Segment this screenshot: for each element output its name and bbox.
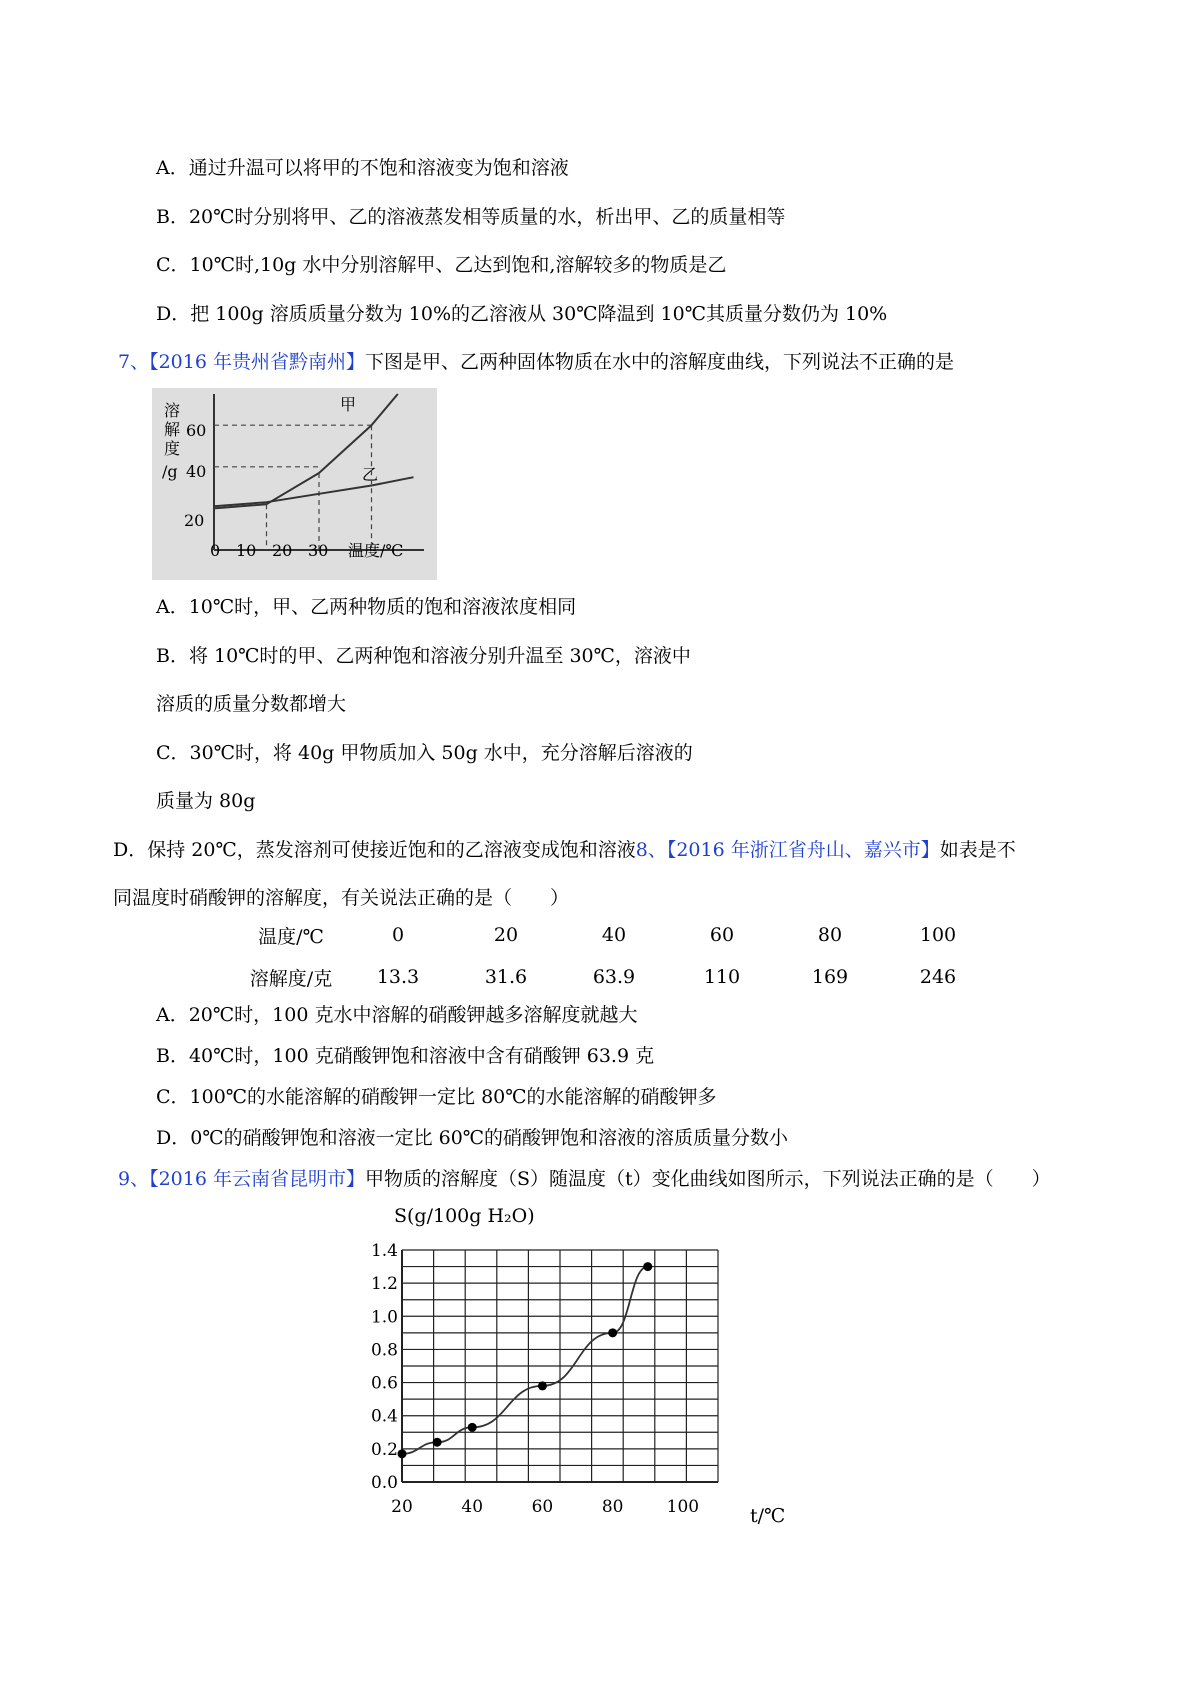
q7-option-d-and-q8-line [113,838,1016,862]
solubility-curve [402,1267,648,1454]
ylabel-char-3: 度 [164,439,181,458]
q9-source: 【2016 年云南省昆明市】 [149,1168,365,1190]
series-label-jia: 甲 [340,395,357,414]
x-tick-label: 40 [461,1497,484,1517]
table-cell: 246 [919,966,957,988]
x-axis-label: 温度/℃ [348,541,404,560]
y-tick-label: 0.8 [370,1340,398,1361]
q8-option-c: C．100℃的水能溶解的硝酸钾一定比 80℃的水能溶解的硝酸钾多 [156,1086,717,1108]
q8-option-d: D．0℃的硝酸钾饱和溶液一定比 60℃的硝酸钾饱和溶液的溶质质量分数小 [156,1127,789,1149]
q7-option-b-line1: B．将 10℃时的甲、乙两种饱和溶液分别升温至 30℃，溶液中 [156,645,691,667]
y-tick-label: 0.2 [370,1439,398,1460]
data-point [433,1438,442,1447]
y-tick-label: 0.4 [370,1406,398,1427]
q7-number: 7、 [118,351,150,373]
series-label-yi: 乙 [362,465,379,484]
q6-option-a: A．通过升温可以将甲的不饱和溶液变为饱和溶液 [156,157,569,179]
q8-option-b: B．40℃时，100 克硝酸钾饱和溶液中含有硝酸钾 63.9 克 [156,1045,655,1067]
q9-stem-line [118,1167,1051,1191]
chart-ticks [371,1241,699,1517]
q8-source: 【2016 年浙江省舟山、嘉兴市】 [666,839,940,861]
q6-option-d: D．把 100g 溶质质量分数为 10%的乙溶液从 30℃降温到 10℃其质量分数仍为 10% [156,303,888,325]
table-cell: 169 [811,966,849,988]
chart-grid [402,1250,718,1482]
q8-stem-2: 同温度时硝酸钾的溶解度，有关说法正确的是（ ） [113,887,570,909]
row2-header: 溶解度/克 [249,967,333,990]
data-point [608,1328,617,1337]
y-tick-label: 1.4 [370,1241,398,1261]
q7-option-d: D．保持 20℃，蒸发溶剂可使接近饱和的乙溶液变成饱和溶液 [113,839,636,861]
chart-y-axis-title: S(g/100g H₂O) [394,1205,535,1227]
y-tick-20: 20 [184,511,205,530]
table-row [238,914,992,956]
y-tick-label: 0.0 [370,1473,398,1493]
y-tick-label: 0.6 [370,1373,398,1394]
data-point [468,1423,477,1432]
table-cell: 20 [493,924,519,946]
ylabel-char-1: 溶 [164,401,181,420]
table-cell: 80 [817,924,843,946]
q7-stem-line [118,350,954,374]
q9-solubility-chart [370,1198,840,1538]
x-tick-30: 30 [308,541,329,560]
chart-plot [398,1262,653,1458]
q7-stem: 下图是甲、乙两种固体物质在水中的溶解度曲线，下列说法不正确的是 [365,351,955,373]
table-cell: 40 [601,924,627,946]
q7-option-c-line1: C．30℃时，将 40g 甲物质加入 50g 水中，充分溶解后溶液的 [156,742,693,764]
x-tick-10: 10 [236,541,257,560]
ylabel-char-2: 解 [164,420,181,439]
x-tick-20: 20 [272,541,293,560]
table-cell: 100 [919,924,957,946]
table-row [238,956,992,998]
data-point [398,1449,407,1458]
x-tick-label: 100 [666,1497,700,1517]
q7-option-a: A．10℃时，甲、乙两种物质的饱和溶液浓度相同 [156,596,577,618]
data-point [643,1262,652,1271]
x-tick-label: 80 [601,1497,624,1517]
q7-source: 【2016 年贵州省黔南州】 [149,351,365,373]
x-tick-label: 20 [391,1497,413,1517]
q7-solubility-figure [152,388,437,580]
row1-header: 温度/℃ [258,925,324,948]
table-cell: 13.3 [376,966,420,988]
q8-number: 8、 [635,839,667,861]
ylabel-char-4: /g [162,462,178,481]
table-cell: 0 [391,924,405,946]
x-tick-0: 0 [210,541,221,560]
table-cell: 63.9 [592,966,636,988]
chart-x-axis-title: t/℃ [750,1505,786,1527]
table-cell: 31.6 [484,966,528,988]
q6-option-c: C．10℃时,10g 水中分别溶解甲、乙达到饱和,溶解较多的物质是乙 [156,254,727,276]
q7-option-c-line2: 质量为 80g [156,790,256,812]
q6-option-b: B．20℃时分别将甲、乙的溶液蒸发相等质量的水，析出甲、乙的质量相等 [156,206,786,228]
q9-number: 9、 [118,1168,150,1190]
q9-stem: 甲物质的溶解度（S）随温度（t）变化曲线如图所示，下列说法正确的是（ ） [365,1168,1051,1190]
y-tick-40: 40 [186,462,207,481]
data-point [538,1381,547,1390]
x-tick-label: 60 [531,1497,554,1517]
q8-option-a: A．20℃时，100 克水中溶解的硝酸钾越多溶解度就越大 [156,1004,638,1026]
y-tick-label: 1.0 [370,1307,398,1328]
q8-solubility-table [238,914,992,998]
y-tick-60: 60 [186,421,207,440]
table-cell: 110 [703,966,741,988]
y-tick-label: 1.2 [370,1274,398,1295]
q7-option-b-line2: 溶质的质量分数都增大 [156,693,347,715]
q8-stem-1: 如表是不 [939,839,1016,861]
table-cell: 60 [709,924,735,946]
